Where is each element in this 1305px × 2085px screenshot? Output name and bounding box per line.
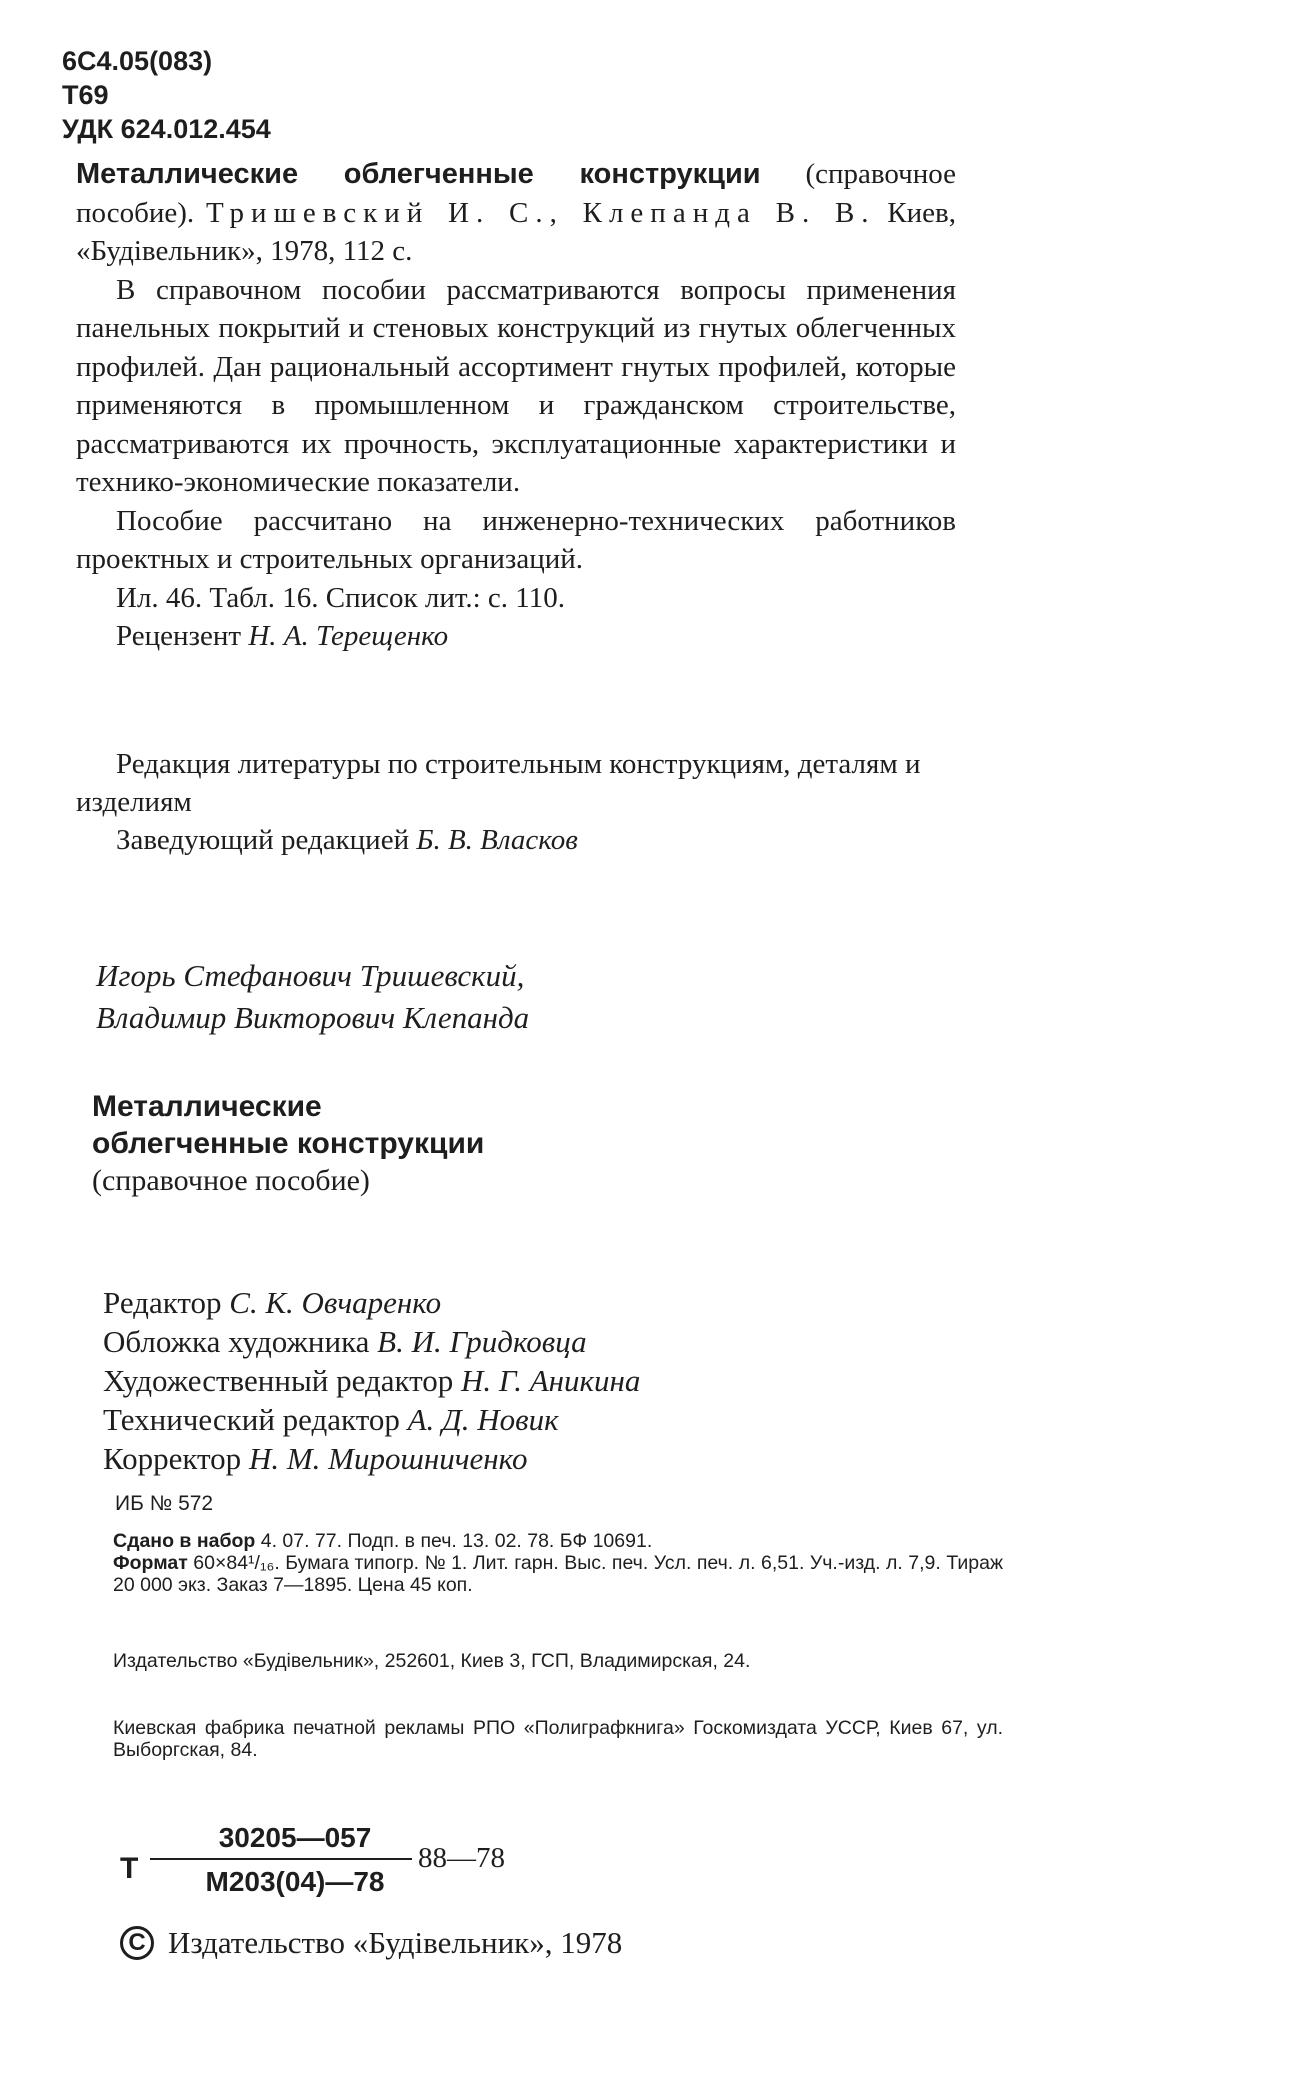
staff-role: Редактор (103, 1285, 230, 1320)
staff-name: С. К. Овчаренко (229, 1285, 442, 1320)
annotation-body-1: В справочном пособии рассматриваются вопросы применения панельных покрытий и стеновых конструкций из гнутых облегченных профилей. Дан рациональный ассортимент гнутых профилей, которые применяются в промышленном и гражданском строительстве, рассматриваются их прочность, эксплуатационные характеристики и технико-экономические показатели. (76, 273, 956, 498)
staff-row (103, 1439, 640, 1478)
book-title-line-2: облегченные конструкции (92, 1127, 485, 1160)
index-letter: Т (120, 1852, 139, 1885)
staff-role: Корректор (103, 1441, 249, 1476)
staff-row (103, 1322, 640, 1361)
index-right: 88—78 (418, 1842, 505, 1874)
submitted-text: 4. 07. 77. Подп. в печ. 13. 02. 78. БФ 10691. (255, 1530, 653, 1552)
submitted-label: Сдано в набор (113, 1530, 256, 1552)
copyright-text: Издательство «Будівельник», 1978 (168, 1925, 623, 1960)
copyright-icon: C (120, 1926, 154, 1960)
udk-code: УДК 624.012.454 (62, 114, 271, 144)
staff-name: Н. М. Мирошниченко (248, 1441, 528, 1476)
staff-credits (103, 1283, 640, 1478)
staff-name: Н. Г. Аникина (461, 1363, 641, 1398)
annotation-authors: Тришевский И. С., Клепанда В. В. (205, 196, 876, 229)
staff-role: Обложка художника (103, 1324, 378, 1359)
bbk-code: 6С4.05(083) (62, 46, 213, 76)
reviewer-name: Н. А. Терещенко (248, 620, 449, 652)
printing-factory: Киевская фабрика печатной рекламы РПО «Полиграфкнига» Госкомиздата УССР, Киев 67, ул. Выборгская, 84. (113, 1717, 1003, 1761)
annotation-title: Металлические облегченные конструкции (76, 158, 761, 190)
annotation-illustrations: Ил. 46. Табл. 16. Список лит.: с. 110. (116, 581, 565, 614)
book-title-line-1: Металлические (92, 1090, 322, 1123)
annotation-title-rest: (справочное пособие). (76, 158, 956, 229)
format-text: 60×84¹/₁₆. Бумага типогр. № 1. Лит. гарн. Выс. печ. Усл. печ. л. 6,51. Уч.-изд. л. 7,9. Тираж 20 000 экз. Заказ 7—1895. Цена 45 коп. (113, 1552, 1003, 1596)
copyright-line (120, 1925, 622, 1961)
ib-number: ИБ № 572 (115, 1492, 214, 1515)
index-fraction-line (150, 1858, 412, 1860)
editorial-head (76, 821, 976, 859)
publisher-address: Издательство «Будівельник», 252601, Киев 3, ГСП, Владимирская, 24. (113, 1650, 751, 1672)
editorial-head-name: Б. В. Власков (416, 824, 578, 856)
author-1: Игорь Стефанович Тришевский, (96, 958, 525, 993)
authors-block (96, 955, 529, 1039)
staff-row (103, 1361, 640, 1400)
author-2: Владимир Викторович Клепанда (96, 1000, 530, 1035)
classification-codes (62, 44, 271, 146)
index-denominator: М203(04)—78 (205, 1866, 385, 1897)
annotation-pubinfo: Киев, «Будівельник», 1978, 112 с. (76, 196, 956, 267)
printing-details (113, 1530, 1003, 1596)
annotation-block (76, 155, 956, 656)
bibliographic-entry (76, 155, 956, 271)
editorial-head-label: Заведующий редакцией (116, 824, 417, 856)
editorial-block (76, 745, 976, 859)
book-title-line-3: (справочное пособие) (92, 1164, 370, 1197)
author-mark: Т69 (62, 80, 109, 110)
index-numerator: 30205—057 (218, 1822, 372, 1853)
staff-row (103, 1400, 640, 1439)
reviewer-label: Рецензент (116, 620, 249, 652)
staff-name: В. И. Гридковца (377, 1324, 587, 1359)
annotation-reviewer (76, 617, 956, 656)
staff-name: А. Д. Новик (407, 1402, 559, 1437)
annotation-body-2: Пособие рассчитано на инженерно-технических работников проектных и строительных организаций. (76, 504, 956, 575)
staff-role: Технический редактор (103, 1402, 408, 1437)
editorial-office: Редакция литературы по строительным конструкциям, деталям и изделиям (76, 748, 921, 818)
staff-row (103, 1283, 640, 1322)
book-title-block (92, 1088, 484, 1199)
staff-role: Художественный редактор (103, 1363, 462, 1398)
format-label: Формат (113, 1552, 188, 1574)
